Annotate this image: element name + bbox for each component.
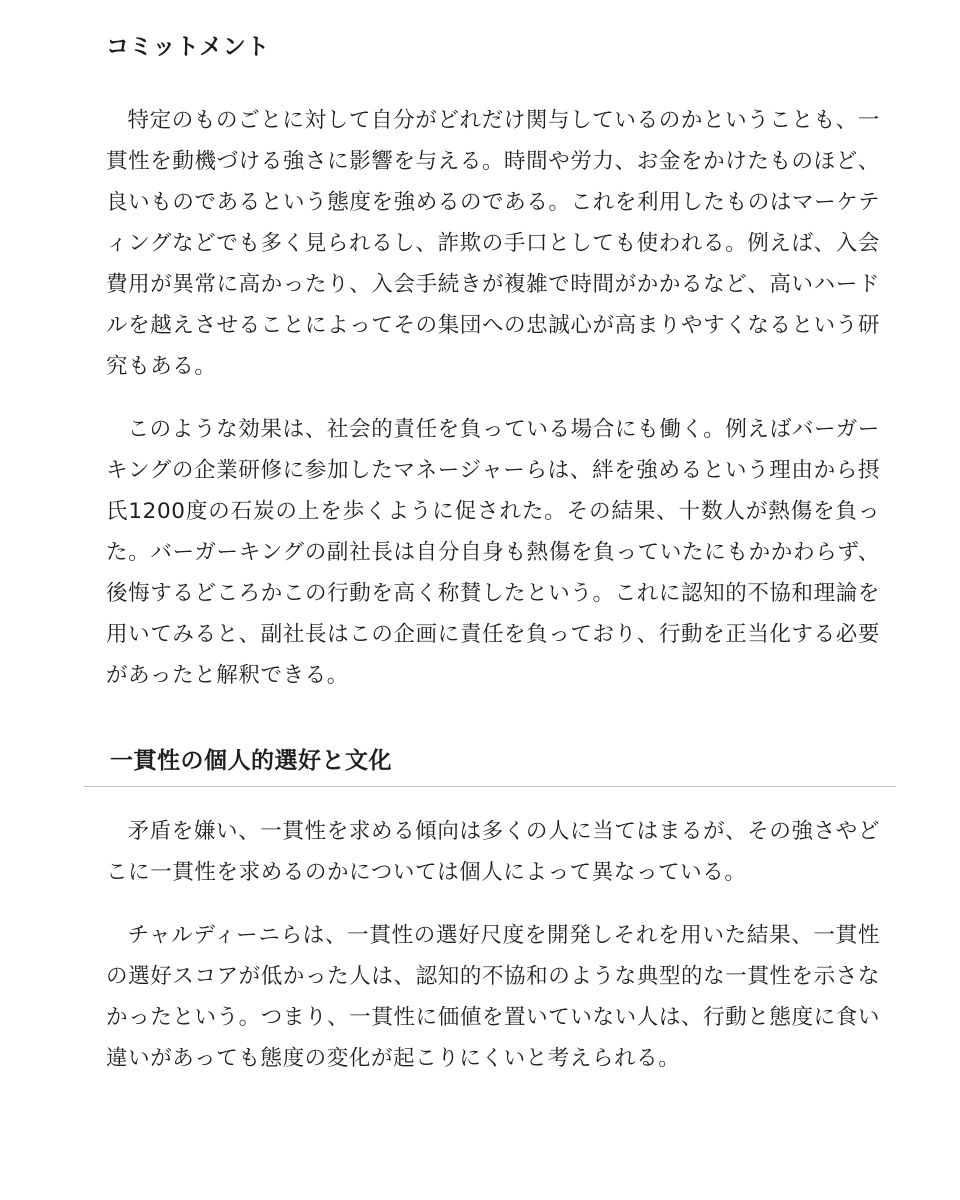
section-title-individual-preference: 一貫性の個人的選好と文化	[110, 748, 392, 774]
paragraph-preference-cialdini-scale: チャルディーニらは、一貫性の選好尺度を開発しそれを用いた結果、一貫性の選好スコアが低かった人は、認知的不協和のような典型的な一貫性を示さなかったという。つまり、一貫性に価値を置いていない人は、行動と態度に食い違いがあっても態度の変化が起こりにくいと考えられる。	[106, 923, 880, 1071]
paragraph-commitment-social-responsibility: このような効果は、社会的責任を負っている場合にも働く。例えばバーガーキングの企業研修に参加したマネージャーらは、絆を強めるという理由から摂氏1200度の石炭の上を歩くように促された。その結果、十数人が熱傷を負った。バーガーキングの副社長は自分自身も熱傷を負っていたにもかかわらず、後悔するどころかこの行動を高く称賛したという。これに認知的不協和理論を用いてみると、副社長はこの企画に責任を負っており、行動を正当化する必要があったと解釈できる。	[106, 417, 880, 688]
section-title-commitment: コミットメント	[106, 34, 270, 60]
section-divider	[84, 786, 896, 787]
section-header-individual-preference	[106, 746, 880, 787]
paragraph-commitment-involvement: 特定のものごとに対して自分がどれだけ関与しているのかということも、一貫性を動機づける強さに影響を与える。時間や労力、お金をかけたものほど、良いものであるという態度を強めるのである。これを利用したものはマーケティングなどでも多く見られるし、詐欺の手口としても使われる。例えば、入会費用が異常に高かったり、入会手続きが複雑で時間がかかるなど、高いハードルを越えさせることによってその集団への忠誠心が高まりやすくなるという研究もある。	[106, 108, 880, 379]
paragraph-preference-individual-differences: 矛盾を嫌い、一貫性を求める傾向は多くの人に当てはまるが、その強さやどこに一貫性を求めるのかについては個人によって異なっている。	[106, 819, 880, 885]
